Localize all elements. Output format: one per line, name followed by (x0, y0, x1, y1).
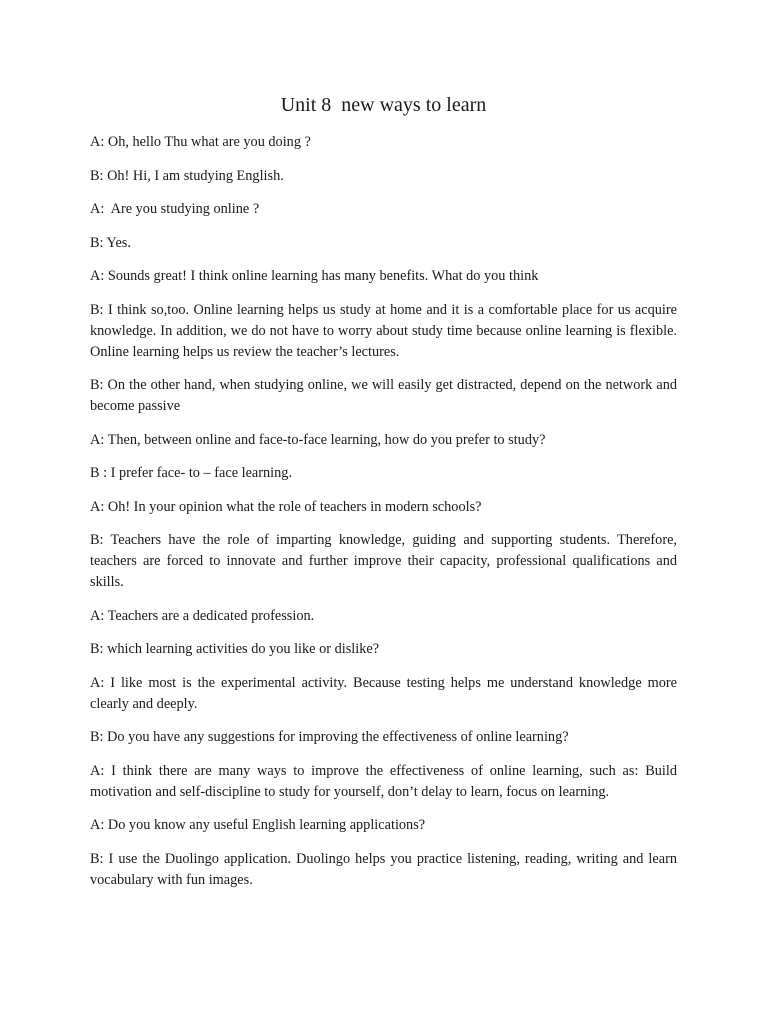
dialogue-line: A: Do you know any useful English learning applications? (90, 817, 426, 833)
dialogue-line: B: Yes. (90, 234, 131, 251)
dialogue-line: B: Teachers have the role of imparting knowledge, guiding and supporting students. Therefore, teachers are forced to innovate and further improve their capacity, professional qualifications and skills. (90, 532, 681, 590)
dialogue-line: B: I use the Duolingo application. Duolingo helps you practice listening, reading, writing and learn vocabulary with fun images. (90, 850, 681, 888)
dialogue-line: A: Are you studying online ? (90, 201, 260, 217)
dialogue-line: B: Do you have any suggestions for improving the effectiveness of online learning? (90, 729, 569, 745)
page-title: Unit 8 new ways to learn (280, 94, 487, 116)
dialogue-line: A: I think there are many ways to improve the effectiveness of online learning, such as: Build motivation and self-discipline to study for yourself, don’t delay to learn, focus on learning. (90, 762, 681, 800)
dialogue-line: B: which learning activities do you like or dislike? (90, 641, 380, 657)
dialogue-line: A: Then, between online and face-to-face learning, how do you prefer to study? (90, 431, 546, 448)
dialogue-line: A: I like most is the experimental activity. Because testing helps me understand knowledge more clearly and deeply. (90, 674, 681, 712)
dialogue-line: B: I think so,too. Online learning helps us study at home and it is a comfortable place for us acquire knowledge. In addition, we do not have to worry about study time because online learning is flexible. Online learning helps us review the teacher’s lectures. (90, 301, 681, 360)
dialogue-line: B: Oh! Hi, I am studying English. (90, 167, 284, 184)
dialogue-line: A: Oh, hello Thu what are you doing ? (90, 134, 311, 150)
dialogue-line: B : I prefer face- to – face learning. (90, 465, 293, 481)
dialogue-line: A: Teachers are a dedicated profession. (90, 607, 315, 624)
dialogue-line: A: Sounds great! I think online learning has many benefits. What do you think (90, 268, 539, 284)
dialogue-line: B: On the other hand, when studying online, we will easily get distracted, depend on the network and become passive (90, 377, 681, 414)
document-page (90, 92, 681, 903)
dialogue-line: A: Oh! In your opinion what the role of teachers in modern schools? (90, 498, 482, 515)
